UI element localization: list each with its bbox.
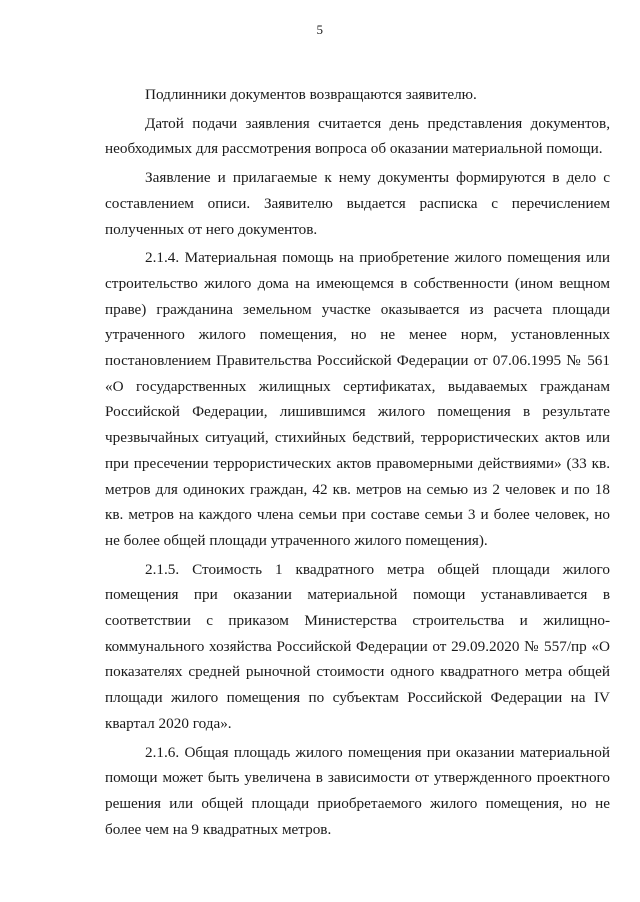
paragraph-originals-returned: Подлинники документов возвращаются заявителю. [145, 86, 477, 103]
paragraph-2-1-6: 2.1.6. Общая площадь жилого помещения при оказании материальной помощи может быть увеличена в зависимости от утвержденного проектного решения или общей площади приобретаемого жилого помещения, но не более чем на 9 квадратных метров. [105, 743, 610, 838]
paragraph-application-date: Датой подачи заявления считается день представления документов, необходимых для рассмотрения вопроса об оказании материальной помощи. [105, 114, 610, 158]
paragraph-case-file: Заявление и прилагаемые к нему документы формируются в дело с составлением описи. Заявителю выдается расписка с перечислением полученных от него документов. [105, 169, 610, 238]
page-number: 5 [316, 22, 324, 37]
document-body [105, 82, 610, 845]
paragraph-2-1-5: 2.1.5. Стоимость 1 квадратного метра общей площади жилого помещения при оказании материальной помощи устанавливается в соответствии с приказом Министерства строительства и жилищно-коммунального хозяйства Российской Федерации от 29.09.2020 № 557/пр «О показателях средней рыночной стоимости одного квадратного метра общей площади жилого помещения по субъектам Российской Федерации на IV квартал 2020 года». [105, 560, 610, 732]
paragraph-2-1-4: 2.1.4. Материальная помощь на приобретение жилого помещения или строительство жилого дома на имеющемся в собственности (ином вещном праве) гражданина земельном участке оказывается из расчета площади утраченного жилого помещения, но не менее норм, установленных постановлением Правительства Российской Федерации от 07.06.1995 № 561 «О государственных жилищных сертификатах, выдаваемых гражданам Российской Федерации, лишившимся жилого помещения в результате чрезвычайных ситуаций, стихийных бедствий, террористических актов или при пресечении террористических актов правомерными действиями» (33 кв. метров для одиноких граждан, 42 кв. метров на семью из 2 человек и по 18 кв. метров на каждого члена семьи при составе семьи 3 и более человек, но не более общей площади утраченного жилого помещения). [105, 249, 610, 549]
